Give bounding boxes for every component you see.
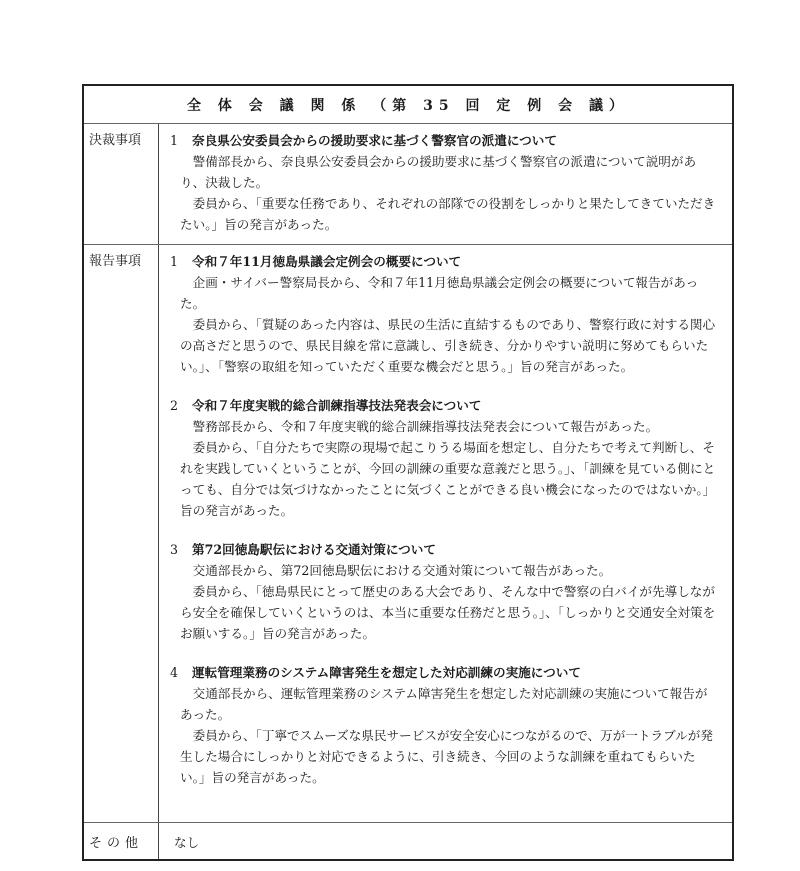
section-content bbox=[160, 124, 732, 253]
list-item bbox=[170, 130, 720, 235]
table-title: 全 体 会 議 関 係 （第 35 回 定 例 会 議） bbox=[84, 86, 732, 124]
item-paragraph: 交通部長から、第72回徳島駅伝における交通対策について報告があった。 bbox=[192, 563, 612, 578]
item-title bbox=[170, 662, 720, 683]
item-title-text: 令和７年度実戦的総合訓練指導技法発表会について bbox=[192, 398, 482, 413]
section-report bbox=[84, 245, 732, 823]
item-number: 2 bbox=[170, 398, 179, 413]
item-paragraph: 委員から、「徳島県民にとって歴史のある大会であり、そんな中で警察の白バイが先導しながら安全を確保していくというのは、本当に重要な任務だと思う。」、「しっかりと交通安全対策をお願いする。」旨の発言があった。 bbox=[180, 584, 716, 641]
item-title bbox=[170, 395, 720, 416]
section-content bbox=[160, 245, 732, 806]
item-number: 1 bbox=[170, 254, 179, 269]
item-title bbox=[170, 251, 720, 272]
section-content bbox=[160, 823, 732, 853]
section-other bbox=[84, 823, 732, 859]
section-label: 報告事項 bbox=[84, 245, 159, 822]
list-item bbox=[170, 395, 720, 521]
item-paragraph: 委員から、「自分たちで実際の現場で起こりうる場面を想定し、自分たちで考えて判断し、それを実践していくということが、今回の訓練の重要な意義だと思う。」、「訓練を見ている側にとっても、自分では気づけなかったことに気づくことができる良い機会になったのではないか。」旨の発言があった。 bbox=[180, 440, 716, 518]
item-paragraph: 警務部長から、令和７年度実戦的総合訓練指導技法発表会について報告があった。 bbox=[192, 419, 659, 434]
section-label: その他 bbox=[84, 823, 159, 859]
item-number: 4 bbox=[170, 665, 179, 680]
item-title bbox=[170, 539, 720, 560]
item-paragraph: 警備部長から、奈良県公安委員会からの援助要求に基づく警察官の派遣について説明があり、決裁した。 bbox=[180, 154, 697, 190]
item-paragraph: 企画・サイバー警察局長から、令和７年11月徳島県議会定例会の概要について報告があった。 bbox=[180, 275, 699, 311]
item-number: 1 bbox=[170, 133, 179, 148]
item-title-text: 運転管理業務のシステム障害発生を想定した対応訓練の実施について bbox=[192, 665, 581, 680]
item-title-text: 令和７年11月徳島県議会定例会の概要について bbox=[192, 254, 462, 269]
item-number: 3 bbox=[170, 542, 179, 557]
item-title-text: 奈良県公安委員会からの援助要求に基づく警察官の派遣について bbox=[192, 133, 557, 148]
item-title bbox=[170, 130, 720, 151]
item-paragraph: 委員から、「丁寧でスムーズな県民サービスが安全安心につながるので、万が一トラブルが発生した場合にしっかりと対応できるように、引き続き、今回のような訓練を重ねてもらいたい。」旨の発言があった。 bbox=[180, 728, 713, 785]
list-item bbox=[170, 251, 720, 377]
item-title-text: 第72回徳島駅伝における交通対策について bbox=[192, 542, 436, 557]
meeting-minutes-table bbox=[82, 84, 734, 861]
section-label: 決裁事項 bbox=[84, 124, 159, 244]
item-paragraph: 委員から、「重要な任務であり、それぞれの部隊での役割をしっかりと果たしてきていただきたい。」旨の発言があった。 bbox=[180, 196, 716, 232]
section-decision bbox=[84, 124, 732, 245]
list-item bbox=[170, 539, 720, 644]
list-item bbox=[170, 662, 720, 788]
item-paragraph: 委員から、「質疑のあった内容は、県民の生活に直結するものであり、警察行政に対する関心の高さだと思うので、県民目線を常に意識し、引き続き、分かりやすい説明に努めてもらいたい。」、「警察の取組を知っていただく重要な機会だと思う。」旨の発言があった。 bbox=[180, 317, 716, 374]
item-paragraph: 交通部長から、運転管理業務のシステム障害発生を想定した対応訓練の実施について報告があった。 bbox=[180, 686, 708, 722]
other-text: なし bbox=[174, 835, 200, 850]
